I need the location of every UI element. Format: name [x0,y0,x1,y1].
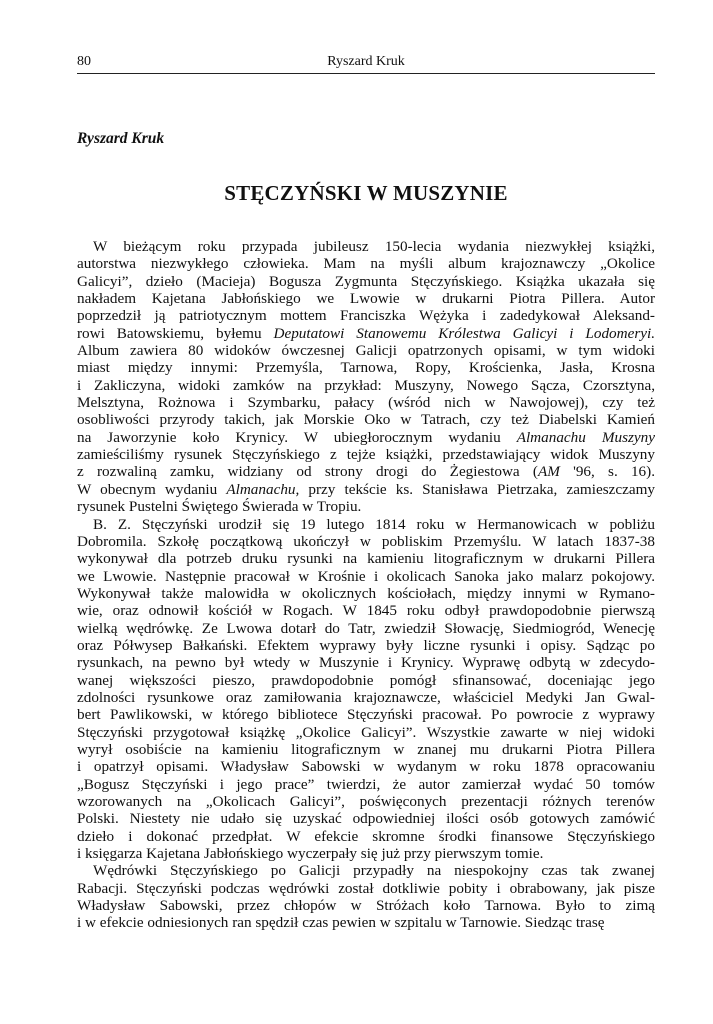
text-line: wielką wędrówkę. Ze Lwowa dotarł do Tatr, zwiedził Słowację, Siedmiogród, Wenecję [77,619,655,637]
paragraph-1 [77,238,655,516]
text-line: B. Z. Stęczyński urodził się 19 lutego 1814 roku w Hermanowicach w pobliżu [93,515,655,533]
text-line: Władysław Sabowski, przez chłopów w Stróżach koło Tarnowa. Było to zimą [77,897,655,915]
article-body [77,238,655,932]
text-line: rowi Batowskiemu, byłemu Deputatowi Stanowemu Królestwa Galicyi i Lodomeryi. [77,324,655,342]
article-title: STĘCZYŃSKI W MUSZYNIE [224,181,508,205]
text-line: i księgarza Kajetana Jabłońskiego wyczerpały się już przy pierwszym tomie. [77,845,544,863]
running-title: Ryszard Kruk [327,54,405,69]
text-line: Rabacji. Stęczyński podczas wędrówki został dotkliwie pobity i obrabowany, jak pisze [77,879,655,897]
text-line: Album zawiera 80 widoków ówczesnej Galicji opatrzonych opisami, w tym widoki [77,342,655,360]
text-line: na Jaworzynie koło Krynicy. W ubiegłorocznym wydaniu Almanachu Muszyny [77,428,655,446]
text-line: osobliwości przyrody takich, jak Morskie Oko w Tatrach, czy też Diabelski Kamień [77,411,655,429]
text-line: wyrył osobiście na kamieniu litograficznym w znanej mu drukarni Piotra Pillera [77,740,655,758]
text-line: Wędrówki Stęczyńskiego po Galicji przypadły na niespokojny czas tak zwanej [93,862,655,880]
text-line: wykonywał dla potrzeb druku rysunki na kamieniu litograficznym w drukarni Pillera [77,550,655,568]
text-line: W obecnym wydaniu Almanachu, przy tekście ks. Stanisława Pietrzaka, zamieszczamy [77,480,655,498]
text-line: wzorowanych na „Okolicach Galicyi”, poświęconych prezentacji różnych terenów [77,793,655,810]
article-author: Ryszard Kruk [77,130,165,147]
text-line: zamieściliśmy rysunek Stęczyńskiego z tejże książki, przedstawiający widok Muszyny [77,446,655,464]
paragraph-2 [77,516,655,863]
text-line: W bieżącym roku przypada jubileusz 150-lecia wydania niezwykłej książki, [93,238,655,255]
text-line: poprzedził ją patriotycznym mottem Franciszka Wężyka i zadedykował Aleksand- [77,307,655,325]
text-line: we Lwowie. Następnie pracował w Krośnie i okolicach Sanoka jako malarz pokojowy. [77,567,655,585]
text-line: z rozwaliną zamku, widziany od strony drogi do Żegiestowa (AM '96, s. 16). [77,463,655,481]
text-line: wanej większości pieszo, prawdopodobnie pomógł sfinansować, doceniając jego [77,671,655,689]
text-line: bert Pawlikowski, w którego bibliotece Stęczyński pracował. Po powrocie z wyprawy [77,706,655,724]
text-line: zdolności rysunkowe oraz zamiłowania krajoznawcze, właściciel Medyki Jan Gwal- [77,688,655,706]
text-line: Dobromila. Szkołę początkową ukończył w pobliskim Przemyślu. W latach 1837-38 [77,532,655,550]
text-line: miast między innymi: Przemyśla, Tarnowa, Ropy, Krościenka, Jasła, Krosna [77,359,655,377]
text-line: „Bogusz Stęczyński i jego prace” twierdzi, że autor zamierzał wydać 50 tomów [77,775,655,793]
text-line: autorstwa niezwykłego człowieka. Mam na myśli album krajoznawczy „Okolice [77,255,655,273]
text-line: dzieło i dokonać przedpłat. W efekcie skromne środki finansowe Stęczyńskiego [77,827,655,845]
text-line: i Zakliczyna, widoki zamków na przykład: Muszyny, Nowego Sącza, Czorsztyna, [77,376,655,394]
text-line: i w efekcie odniesionych ran spędził czas pewien w szpitalu w Tarnowie. Siedząc trasę [77,914,605,932]
text-line: rysunkach, na pewno był wtedy w Muszynie i Krynicy. Wyprawę odbytą w zdecydo- [77,654,655,672]
text-line: i opatrzył opisami. Władysław Sabowski w wydanym w roku 1878 opracowaniu [77,758,655,776]
text-line: nakładem Kajetana Jabłońskiego we Lwowie w drukarni Piotra Pillera. Autor [77,290,655,308]
text-line: wie, oraz odnowił kościół w Rogach. W 1845 roku odbył prawdopodobnie pierwszą [77,602,655,620]
text-line: rysunek Pustelni Świętego Świerada w Tropiu. [77,498,362,516]
text-line: Wykonywał także malowidła w okolicznych kościołach, między innymi w Rymano- [77,584,655,602]
paragraph-3 [77,862,655,931]
text-line: oraz Półwysep Bałkański. Efektem wyprawy były liczne rysunki i opisy. Sądząc po [77,636,655,654]
page-number: 80 [77,54,91,69]
text-line: Stęczyński przygotował książkę „Okolice Galicyi”. Wszystkie zawarte w niej widoki [77,723,655,741]
text-line: Galicyi”, dzieło (Macieja) Bogusza Zygmunta Stęczyńskiego. Książka ukazała się [77,272,655,290]
page-header [77,53,655,74]
text-line: Polski. Niestety nie udało się uzyskać odpowiedniej ilości osób gotowych zamówić [77,810,655,828]
text-line: Melsztyna, Rożnowa i Szymbarku, pałacy (wśród nich w Nawojowej), czy też [77,394,655,412]
